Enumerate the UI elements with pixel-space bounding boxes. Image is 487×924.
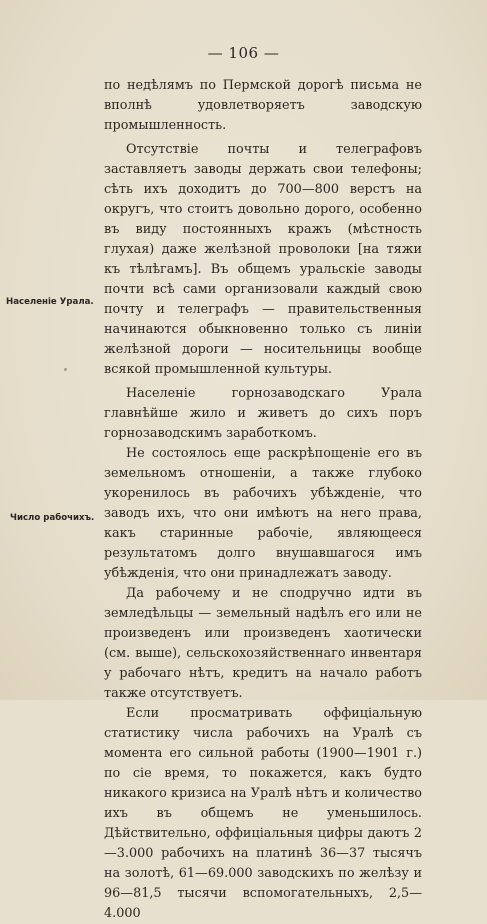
ink-spot [64,368,67,371]
paragraph: Если просматривать оффиціальную статистику числа рабочихъ на Уралѣ съ момента его сильной работы (1900—1901 г.) по сіе время, то покажется, какъ будто никакого кризиса на Уралѣ нѣтъ и количество ихъ въ общемъ не уменьшилось. Дѣйствительно, оффиціальныя цифры даютъ 2—3.000 рабочихъ на платинѣ 36—37 тысячъ на золотѣ, 61—69.000 заводскихъ по желѣзу и 96—81,5 тысячи вспомогательныхъ, 2,5—4.000 [104,706,422,921]
paragraph: Населеніе горнозаводскаго Урала главнѣйше жило и живетъ до сихъ поръ горнозаводскимъ заработкомъ. [104,386,422,441]
page-number: — 106 — [207,44,280,62]
paragraph: по недѣлямъ по Пермской дорогѣ письма не вполнѣ удовлетворяетъ заводскую промышленность. [104,78,422,133]
margin-note-workers: Число рабочихъ. [10,513,95,523]
paragraph: Отсутствіе почты и телеграфовъ заставляетъ заводы держать свои телефоны; сѣть ихъ доходитъ до 700—800 верстъ на округъ, что стоитъ довольно дорого, особенно въ виду постоянныхъ кражъ (мѣстность глухая) даже желѣзной проволоки [на тяжи къ тѣлѣгамъ]. Въ общемъ уральскіе заводы почти всѣ сами организовали каждый свою почту и телеграфъ — правительственныя начинаются обыкновенно только съ линіи желѣзной дороги — носительницы вообще всякой промышленной культуры. [104,142,422,377]
body-text [104,76,422,924]
paragraph: Да рабочему и не сподручно идти въ земледѣльцы — земельный надѣлъ его или не произведенъ или произведенъ хаотически (см. выше), сельскохозяйственнаго инвентаря у рабочаго нѣтъ, кредитъ на начало работъ также отсутствуетъ. [104,586,422,701]
margin-note-population: Населеніе Урала. [6,297,94,307]
paragraph: Не состоялось еще раскрѣпощеніе его въ земельномъ отношеніи, а также глубоко укоренилось въ рабочихъ убѣжденіе, что заводъ ихъ, что они имѣютъ на него права, какъ старинные рабочіе, являющееся результатомъ долго внушавшагося имъ убѣжденія, что они принадлежатъ заводу. [104,446,422,581]
